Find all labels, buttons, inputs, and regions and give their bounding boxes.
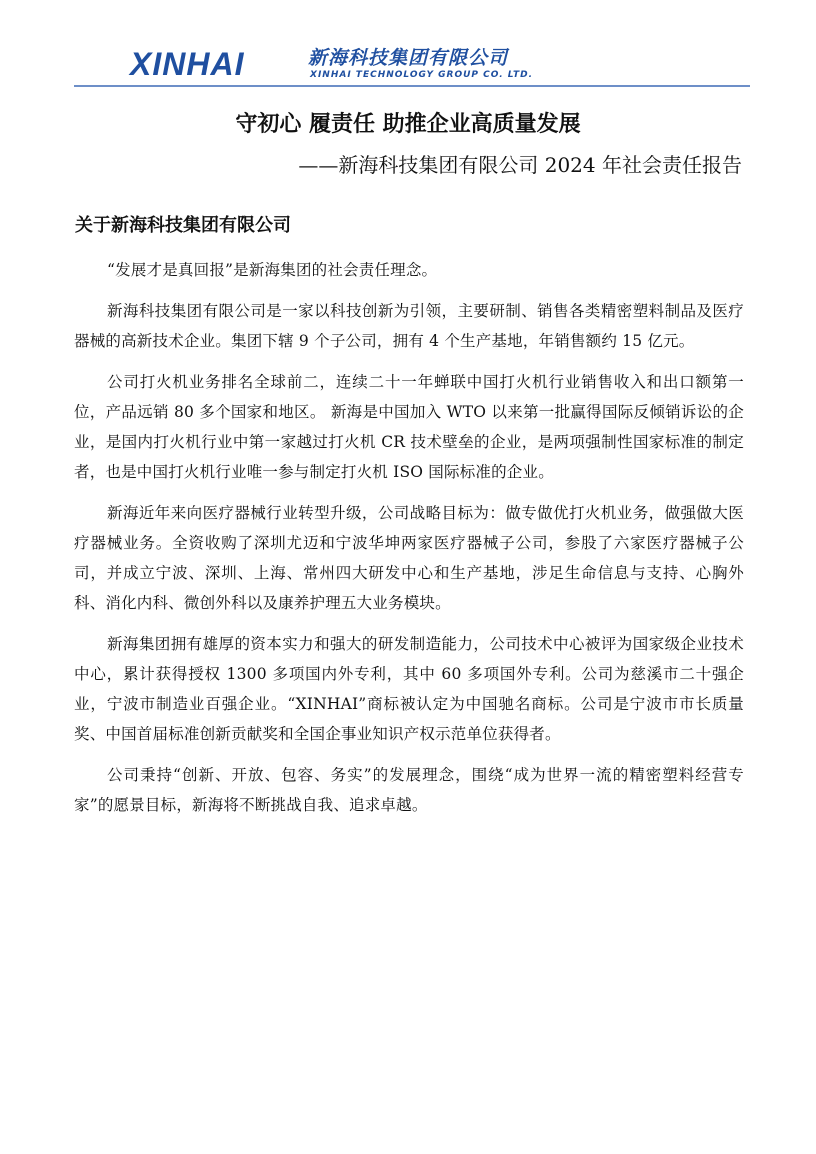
company-logo-header: [130, 46, 600, 86]
paragraph-5: 新海集团拥有雄厚的资本实力和强大的研发制造能力，公司技术中心被评为国家级企业技术中心，累计获得授权 1300 多项国内外专利，其中 60 多项国外专利。公司为慈溪市二十强企业，宁波市制造业百强企业。“XINHAI”商标被认定为中国驰名商标。公司是宁波市市长质量奖、中国首届标准创新贡献奖和全国企事业知识产权示范单位获得者。: [74, 635, 744, 743]
company-name-cn: 新海科技集团有限公司: [308, 47, 509, 69]
report-title: 守初心 履责任 助推企业高质量发展: [235, 112, 581, 137]
section-body: [74, 255, 744, 831]
paragraph-1: “发展才是真回报”是新海集团的社会责任理念。: [107, 261, 438, 279]
paragraph-4: 新海近年来向医疗器械行业转型升级，公司战略目标为：做专做优打火机业务，做强做大医疗器械业务。全资收购了深圳尤迈和宁波华坤两家医疗器械子公司，参股了六家医疗器械子公司，并成立宁波、深圳、上海、常州四大研发中心和生产基地，涉足生命信息与支持、心胸外科、消化内科、微创外科以及康养护理五大业务模块。: [74, 504, 744, 612]
logo-wordmark: XINHAI: [130, 46, 245, 82]
header-divider: [74, 85, 750, 87]
paragraph-3: 公司打火机业务排名全球前二，连续二十一年蝉联中国打火机行业销售收入和出口额第一位，产品远销 80 多个国家和地区。 新海是中国加入 WTO 以来第一批赢得国际反倾销诉讼的企业，是国内打火机行业中第一家越过打火机 CR 技术壁垒的企业，是两项强制性国家标准的制定者，也是中国打火机行业唯一参与制定打火机 ISO 国际标准的企业。: [74, 373, 744, 481]
company-name-en: XINHAI TECHNOLOGY GROUP CO. LTD.: [310, 70, 534, 80]
paragraph-6: 公司秉持“创新、开放、包容、务实”的发展理念，围绕“成为世界一流的精密塑料经营专家”的愿景目标，新海将不断挑战自我、追求卓越。: [74, 766, 744, 814]
paragraph-2: 新海科技集团有限公司是一家以科技创新为引领，主要研制、销售各类精密塑料制品及医疗器械的高新技术企业。集团下辖 9 个子公司，拥有 4 个生产基地，年销售额约 15 亿元。: [74, 302, 744, 350]
section-heading: 关于新海科技集团有限公司: [75, 215, 291, 236]
report-subtitle: ——新海科技集团有限公司 2024 年社会责任报告: [298, 153, 742, 177]
